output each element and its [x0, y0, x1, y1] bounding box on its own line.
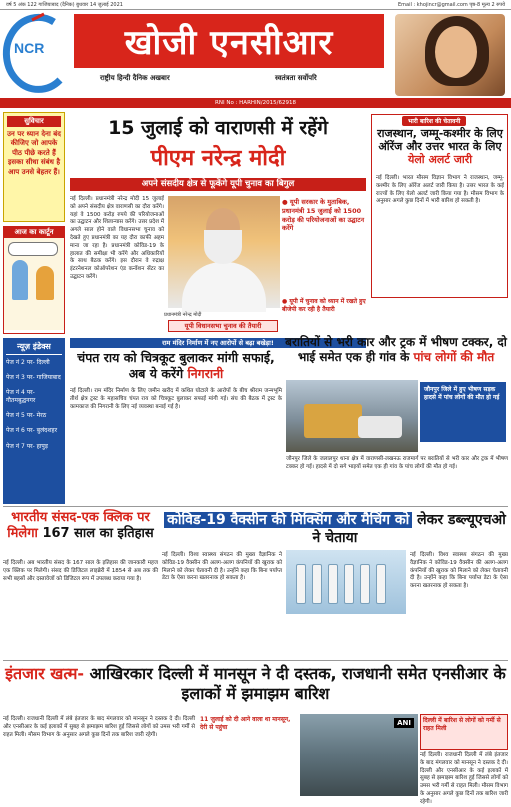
contact-info: Email : khojincr@gmail.com पृष्ठ-8 मूल्य 2 रुपये	[398, 2, 505, 8]
news-index-heading: न्यूज़ इंडेक्स	[6, 341, 62, 355]
covid-headline-line-1: कोविड-19 वैक्सीन की मिक्सिंग और मैचिंग को	[164, 512, 412, 528]
monsoon-highlight: दिल्ली में बारिश से लोगों को गर्मी से राहत मिली	[420, 714, 508, 750]
rni-number: RNI No : HARHIN/2015/62918	[0, 98, 511, 108]
tagline-left: राष्ट्रीय हिन्दी दैनिक अखबार	[100, 74, 170, 82]
weather-headline-line-1: राजस्थान, जम्मू-कश्मीर के लिए ऑरेंज और उत्तर भारत के लिए	[377, 127, 503, 154]
cartoon-illustration	[4, 238, 64, 330]
model-photo	[395, 14, 505, 96]
lead-photo-caption: प्रधानमंत्री नरेन्द्र मोदी	[164, 312, 202, 318]
monsoon-body: नई दिल्ली। राजधानी दिल्ली में लंबे इंतजार के बाद मंगलवार को मानसून ने दस्तक दे दी। दिल्ली और एनसीआर के कई इलाकों में सुबह से झमाझम बारिश हुई जिससे लोगों को उमस भरी गर्मी से राहत मिली। मौसम विभाग के अनुसार अगले कुछ दिनों तक बारिश जारी रहेगी।	[3, 716, 195, 738]
lead-headline-line-2: पीएम नरेन्द्र मोदी	[150, 146, 286, 171]
weather-headline	[376, 127, 504, 167]
divider	[3, 506, 508, 507]
news-index-item[interactable]: पेज नं 7 पर- हापुड़	[6, 442, 49, 450]
lead-subhead: अपने संसदीय क्षेत्र से फूकेंगे यूपी चुनाव का बिगुल	[70, 178, 366, 191]
suvichar-box	[3, 112, 65, 222]
lead-bullet: ● यूपी सरकार के मुताबिक, प्रधानमंत्री 15 जुलाई को 1500 करोड़ की परियोजनाओं का उद्घाटन करेंगे	[282, 198, 365, 233]
masthead	[0, 10, 511, 98]
left-column	[3, 112, 65, 504]
parliament-headline-line-1: भारतीय संसद-एक क्लिक पर मिलेगा	[7, 510, 150, 542]
weather-headline-line-2: येलो अलर्ट जारी	[407, 153, 473, 167]
chanpat-headline-line-2: निगरानी	[187, 365, 224, 381]
chanpat-headline	[70, 350, 282, 381]
covid-body: नई दिल्ली। विश्व स्वास्थ्य संगठन की मुख्य वैज्ञानिक ने कोविड-19 वैक्सीन की अलग-अलग कंपनियों की खुराक को मिलाने को लेकर चेतावनी दी है। उन्होंने कहा कि बिना पर्याप्त डेटा के ऐसा करना खतरनाक हो सकता है।	[162, 552, 282, 582]
news-index-item[interactable]: पेज नं 5 पर- मेरठ	[6, 412, 47, 420]
cartoon-heading: आज का कार्टून	[4, 227, 64, 238]
tagline-right: स्वतंत्रता सर्वोपरि	[275, 74, 317, 82]
parliament-headline-line-2: 167 साल का इतिहास	[42, 526, 154, 542]
top-info-line	[0, 0, 511, 10]
logo-text: NCR	[14, 40, 45, 56]
lead-quote: ● यूपी में चुनाव को ध्यान में रखते हुए बीजेपी कर रही है तैयारी	[282, 298, 366, 314]
lead-photo	[168, 196, 280, 308]
divider	[3, 660, 508, 661]
news-index-item[interactable]: पेज नं 2 पर- दिल्ली	[6, 359, 50, 366]
lead-mid-box: यूपी विधानसभा चुनाव की तैयारी	[168, 320, 278, 332]
accident-body: जौनपुर जिले के जलालपुर थाना क्षेत्र में वाराणसी-लखनऊ राजमार्ग पर बरातियों से भरी कार और ट्रक में भीषण टक्कर हो गई। हादसे में दो सगे भाइयों समेत एक ही गांव के पांच लोगों की मौत हो गई।	[286, 456, 508, 470]
monsoon-headline	[3, 664, 508, 704]
chanpat-body: नई दिल्ली। राम मंदिर निर्माण के लिए जमीन खरीद में कथित घोटाले के आरोपों के बीच श्रीराम जन्मभूमि तीर्थ क्षेत्र ट्रस्ट के महासचिव चंपत राय को चित्रकूट बुलाकर सफाई मांगी गई। संघ की बैठक में ट्रस्ट के कामकाज की निगरानी के लिए नई व्यवस्था बनाई गई है।	[70, 388, 282, 410]
agency-logo: ANI	[394, 718, 414, 728]
covid-vaccine-photo	[286, 550, 406, 614]
weather-story	[371, 114, 508, 298]
weather-body: नई दिल्ली। भारत मौसम विज्ञान विभाग ने राजस्थान, जम्मू-कश्मीर के लिए ऑरेंज अलर्ट जारी किया है। उत्तर भारत के कई राज्यों के लिए येलो अलर्ट जारी किया गया है। मौसम विभाग के अनुसार अगले कुछ दिनों में भारी बारिश हो सकती है।	[376, 175, 504, 205]
news-index	[3, 338, 65, 504]
monsoon-body-2: नई दिल्ली। राजधानी दिल्ली में लंबे इंतजार के बाद मंगलवार को मानसून ने दस्तक दे दी। दिल्ली और एनसीआर के कई इलाकों में सुबह से झमाझम बारिश हुई जिससे लोगों को उमस भरी गर्मी से राहत मिली। मौसम विभाग के अनुसार अगले कुछ दिनों तक बारिश जारी रहेगी।	[420, 752, 508, 805]
accident-headline-line-2: पांच लोगों की मौत	[413, 350, 495, 364]
news-index-item[interactable]: पेज नं 6 पर- बुलंदशहर	[6, 427, 58, 435]
suvichar-text: उन पर ध्यान देना बंद कीजिए जो आपके पीठ पीछे करते हैं इसका सीधा संबंध है आप उनसे बेहतर हैं।	[7, 130, 61, 176]
news-index-item[interactable]: पेज नं 3 पर- गाजियाबाद	[6, 374, 61, 382]
covid-headline-line-2: लेकर डब्ल्यूएचओ ने चेताया	[312, 512, 506, 546]
suvichar-heading: सुविचार	[7, 116, 61, 127]
lead-headline	[70, 114, 366, 172]
accident-caption: जौनपुर जिले में हुए भीषण सड़क हादसे में पांच लोगों की मौत हो गई	[420, 382, 506, 442]
chanpat-headline-line-1: चंपत राय को चित्रकूट बुलाकर मांगी सफाई, अब ये करेंगे	[77, 350, 275, 381]
newspaper-title: खोजी एनसीआर	[74, 14, 384, 68]
accident-photo	[286, 380, 418, 452]
parliament-headline	[3, 510, 158, 543]
covid-headline	[162, 512, 508, 547]
lead-headline-line-1: 15 जुलाई को वाराणसी में रहेंगे	[108, 117, 328, 139]
accident-headline	[284, 335, 508, 365]
issue-info: वर्ष 5 अंक 122 गाजियाबाद (दैनिक) बुधवार 14 जुलाई 2021	[6, 2, 123, 8]
chanpat-kicker: राम मंदिर निर्माण में नए आरोपों से बढ़ा बखेड़ा!	[70, 338, 366, 348]
monsoon-subhead: 11 जुलाई को दी आने वाला था मानसून, देरी से पहुंचा	[200, 716, 291, 732]
cartoon-box	[3, 226, 65, 334]
monsoon-headline-line-1: इंतजार खत्म-	[5, 664, 85, 683]
parliament-body: नई दिल्ली। अब भारतीय संसद के 167 साल के इतिहास की जानकारी महज एक क्लिक पर मिलेगी। संसद की डिजिटल लाइब्रेरी में 1854 से अब तक की सभी बहसों और दस्तावेजों को डिजिटल रूप में उपलब्ध कराया गया है।	[3, 560, 158, 582]
covid-body-2: नई दिल्ली। विश्व स्वास्थ्य संगठन की मुख्य वैज्ञानिक ने कोविड-19 वैक्सीन की अलग-अलग कंपनियों की खुराक को मिलाने को लेकर चेतावनी दी है। उन्होंने कहा कि बिना पर्याप्त डेटा के ऐसा करना खतरनाक हो सकता है।	[410, 552, 508, 590]
weather-badge: भारी बारिश की चेतावनी	[402, 116, 466, 126]
rain-photo	[300, 714, 418, 796]
lead-body-1: नई दिल्ली। प्रधानमंत्री नरेन्द्र मोदी 15 जुलाई को अपने संसदीय क्षेत्र वाराणसी का दौरा करेंगे। यहां वे 1500 करोड़ रुपये की परियोजनाओं का उद्घाटन और शिलान्यास करेंगे। उत्तर प्रदेश में अगले साल होने वाले विधानसभा चुनाव को देखते हुए प्रधानमंत्री का यह दौरा काफी अहम माना जा रहा है। प्रधानमंत्री कोविड-19 के हालात की समीक्षा भी करेंगे और अधिकारियों के साथ बैठक करेंगे। इस दौरान वे रुद्राक्ष इंटरनेशनल कोऑपरेशन एंड कन्वेंशन सेंटर का उद्घाटन करेंगे।	[70, 196, 164, 280]
accident-headline-line-1: बरातियों से भरी कार और ट्रक में भीषण टक्कर, दो भाई समेत एक ही गांव के	[285, 335, 507, 364]
monsoon-headline-line-2: आखिरकार दिल्ली में मानसून ने दी दस्तक, राजधानी समेत एनसीआर के इलाकों में झमाझम बारिश	[89, 664, 506, 703]
news-index-item[interactable]: पेज नं 4 पर- गौतमबुद्धनगर	[6, 389, 36, 405]
